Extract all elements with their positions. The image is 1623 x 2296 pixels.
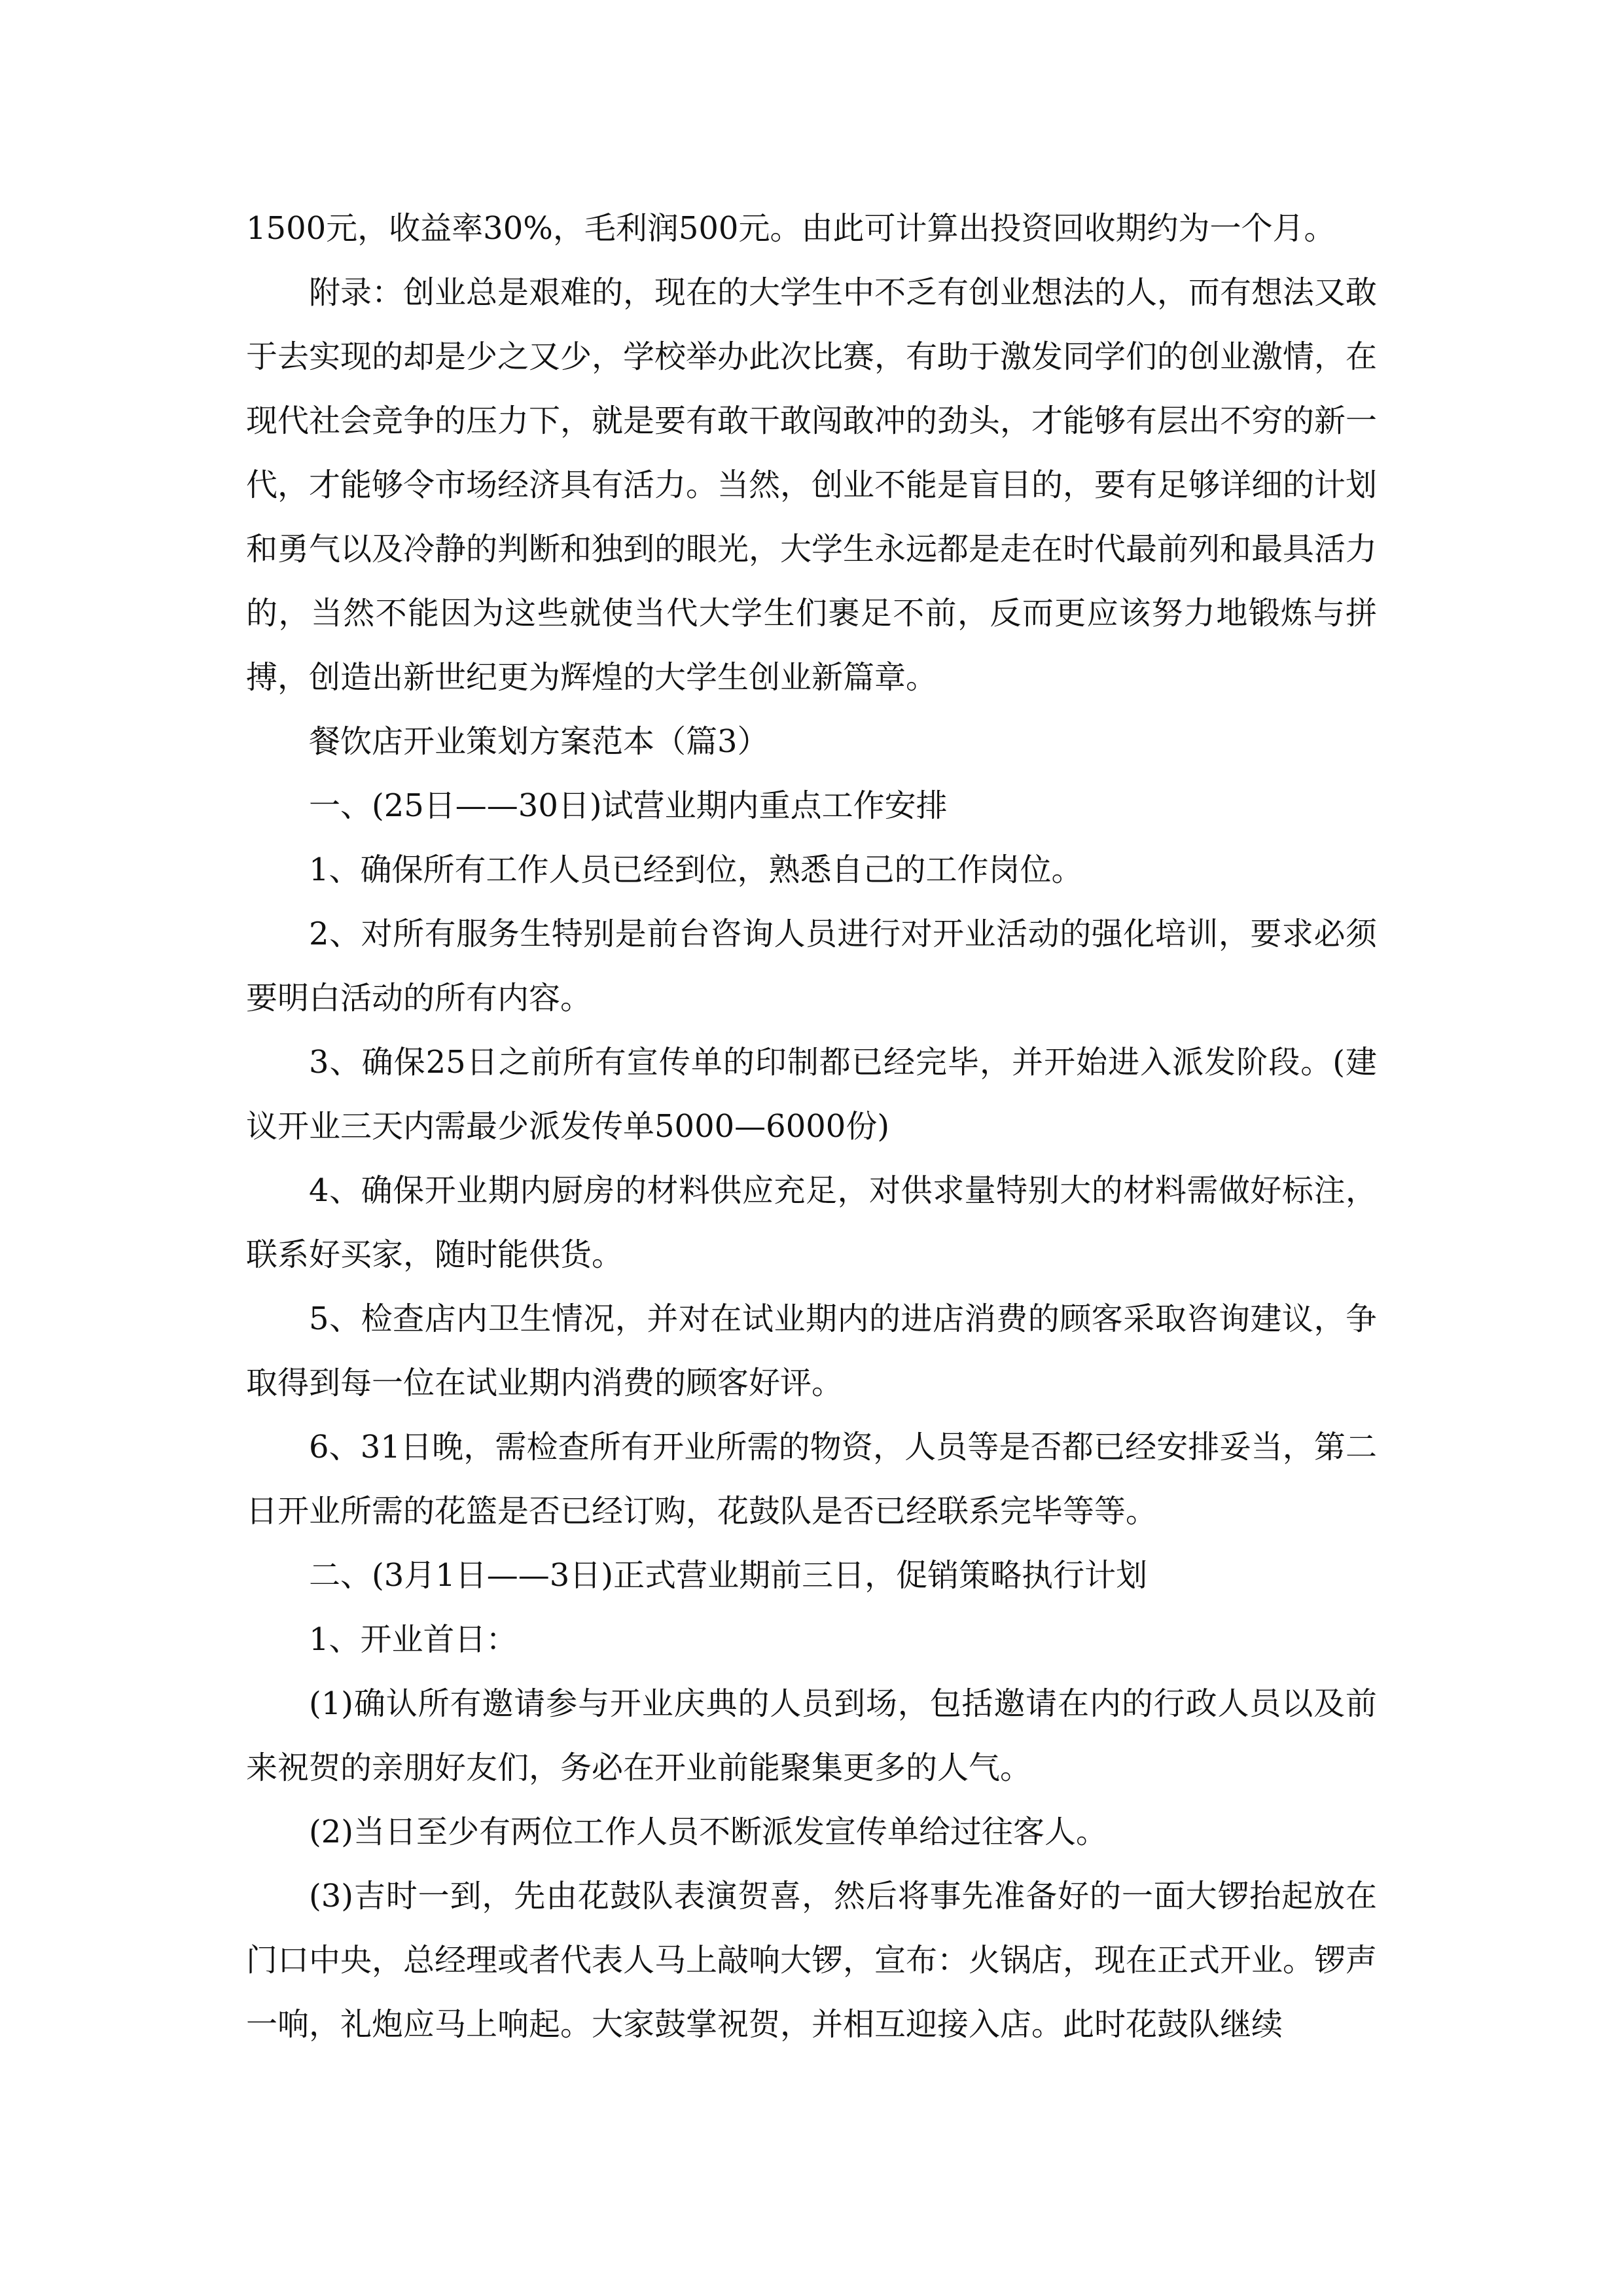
list-item: 4、确保开业期内厨房的材料供应充足，对供求量特别大的材料需做好标注，联系好买家，随时能供货。 xyxy=(246,1172,1377,1273)
list-item: 3、确保25日之前所有宣传单的印制都已经完毕，并开始进入派发阶段。(建议开业三天内需最少派发传单5000—6000份) xyxy=(246,1044,1377,1145)
sub-list-item: (3)吉时一到，先由花鼓队表演贺喜，然后将事先准备好的一面大锣抬起放在门口中央，总经理或者代表人马上敲响大锣，宣布：火锅店，现在正式开业。锣声一响，礼炮应马上响起。大家鼓掌祝贺，并相互迎接入店。此时花鼓队继续 xyxy=(246,1878,1378,2043)
section-title: 餐饮店开业策划方案范本（篇3） xyxy=(309,723,769,760)
list-item: 5、检查店内卫生情况，并对在试业期内的进店消费的顾客采取咨询建议，争取得到每一位在试业期内消费的顾客好评。 xyxy=(246,1300,1377,1401)
list-item: 2、对所有服务生特别是前台咨询人员进行对开业活动的强化培训，要求必须要明白活动的所有内容。 xyxy=(246,916,1377,1016)
list-item: 6、31日晚，需检查所有开业所需的物资，人员等是否都已经安排妥当，第二日开业所需的花篮是否已经订购，花鼓队是否已经联系完毕等等。 xyxy=(246,1429,1377,1530)
document-body xyxy=(246,196,1377,2056)
list-item: 1、确保所有工作人员已经到位，熟悉自己的工作岗位。 xyxy=(309,852,1083,888)
list-item: 1、开业首日： xyxy=(309,1621,518,1658)
section-heading-trial-period: 一、(25日——30日)试营业期内重点工作安排 xyxy=(309,787,948,824)
sub-list-item: (2)当日至少有两位工作人员不断派发宣传单给过往客人。 xyxy=(309,1814,1107,1850)
paragraph-continuation: 1500元，收益率30%，毛利润500元。由此可计算出投资回收期约为一个月。 xyxy=(246,210,1336,247)
paragraph-appendix: 附录：创业总是艰难的，现在的大学生中不乏有创业想法的人，而有想法又敢于去实现的却是少之又少，学校举办此次比赛，有助于激发同学们的创业激情，在现代社会竞争的压力下，就是要有敢干敢闯敢冲的劲头，才能够有层出不穷的新一代，才能够令市场经济具有活力。当然，创业不能是盲目的，要有足够详细的计划和勇气以及冷静的判断和独到的眼光，大学生永远都是走在时代最前列和最具活力的，当然不能因为这些就使当代大学生们裹足不前，反而更应该努力地锻炼与拼搏，创造出新世纪更为辉煌的大学生创业新篇章。 xyxy=(246,274,1378,696)
section-heading-opening-days: 二、(3月1日——3日)正式营业期前三日，促销策略执行计划 xyxy=(309,1557,1148,1594)
sub-list-item: (1)确认所有邀请参与开业庆典的人员到场，包括邀请在内的行政人员以及前来祝贺的亲朋好友们，务必在开业前能聚集更多的人气。 xyxy=(246,1685,1377,1786)
